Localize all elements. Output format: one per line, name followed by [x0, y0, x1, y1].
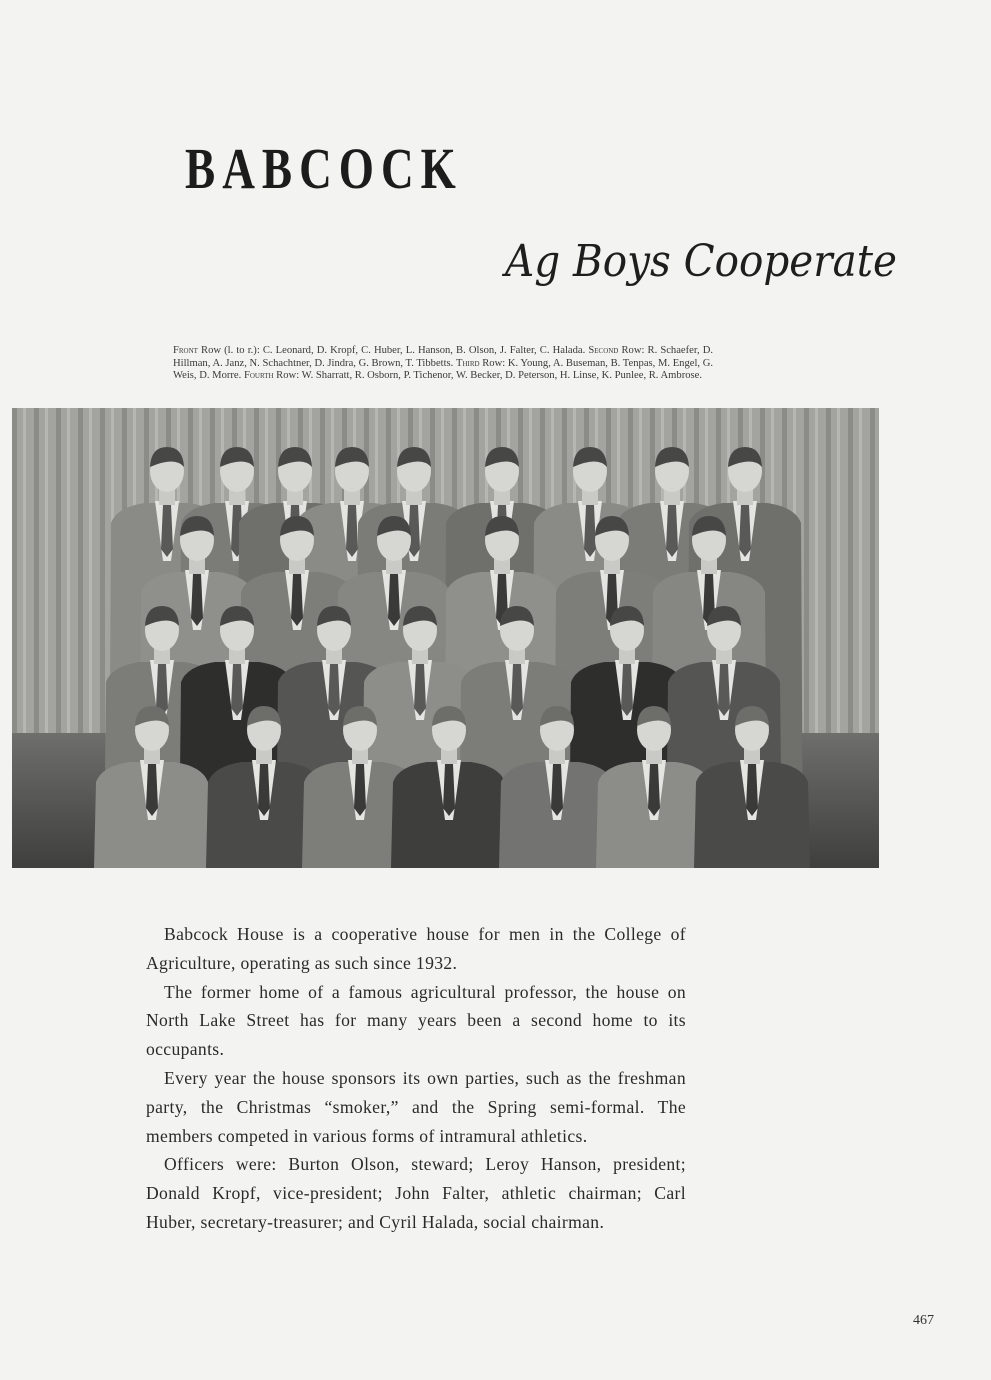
- page-number: 467: [913, 1313, 934, 1328]
- caption-third-label: Third: [455, 357, 480, 369]
- group-photo-illustration: [12, 408, 879, 868]
- photo-caption: [173, 345, 713, 383]
- paragraph-4: Officers were: Burton Olson, steward; Leroy Hanson, president; Donald Kropf, vice-president; John Falter, athletic chairman; Carl Huber, secretary-treasurer; and Cyril Halada, social chairman.: [146, 1154, 686, 1232]
- paragraph-3: Every year the house sponsors its own parties, such as the freshman party, the Christmas “smoker,” and the Spring semi-formal. The members competed in various forms of intramural athletics.: [146, 1067, 686, 1146]
- caption-fourth-row: Row: W. Sharratt, R. Osborn, P. Tichenor, W. Becker, D. Peterson, H. Linse, K. Punlee, R. Ambrose.: [273, 370, 703, 382]
- caption-fourth-label: Fourth: [243, 370, 274, 382]
- caption-third-row: Row: K. Young, A. Buseman, B. Tenpas, M. Engel, G. Weis, D. Morre.: [173, 357, 714, 382]
- caption-second-row: Row: R. Schaefer, D. Hillman, A. Janz, N. Schachtner, D. Jindra, G. Brown, T. Tibbetts.: [173, 345, 713, 369]
- caption-front-row: Row (l. to r.): C. Leonard, D. Kropf, C. Huber, L. Hanson, B. Olson, J. Falter, C. Halada.: [197, 345, 589, 356]
- group-photo: [12, 408, 879, 868]
- caption-front-label: Front: [173, 345, 198, 356]
- paragraph-1: Babcock House is a cooperative house for men in the College of Agriculture, operating as such since 1932.: [146, 924, 686, 973]
- page-title: BABCOCK: [185, 136, 463, 201]
- page-subtitle: Ag Boys Cooperate: [505, 236, 897, 287]
- paragraph-2: The former home of a famous agricultural professor, the house on North Lake Street has for many years been a second home to its occupants.: [146, 981, 686, 1060]
- caption-second-label: Second: [588, 345, 619, 356]
- article-body: [146, 920, 686, 1237]
